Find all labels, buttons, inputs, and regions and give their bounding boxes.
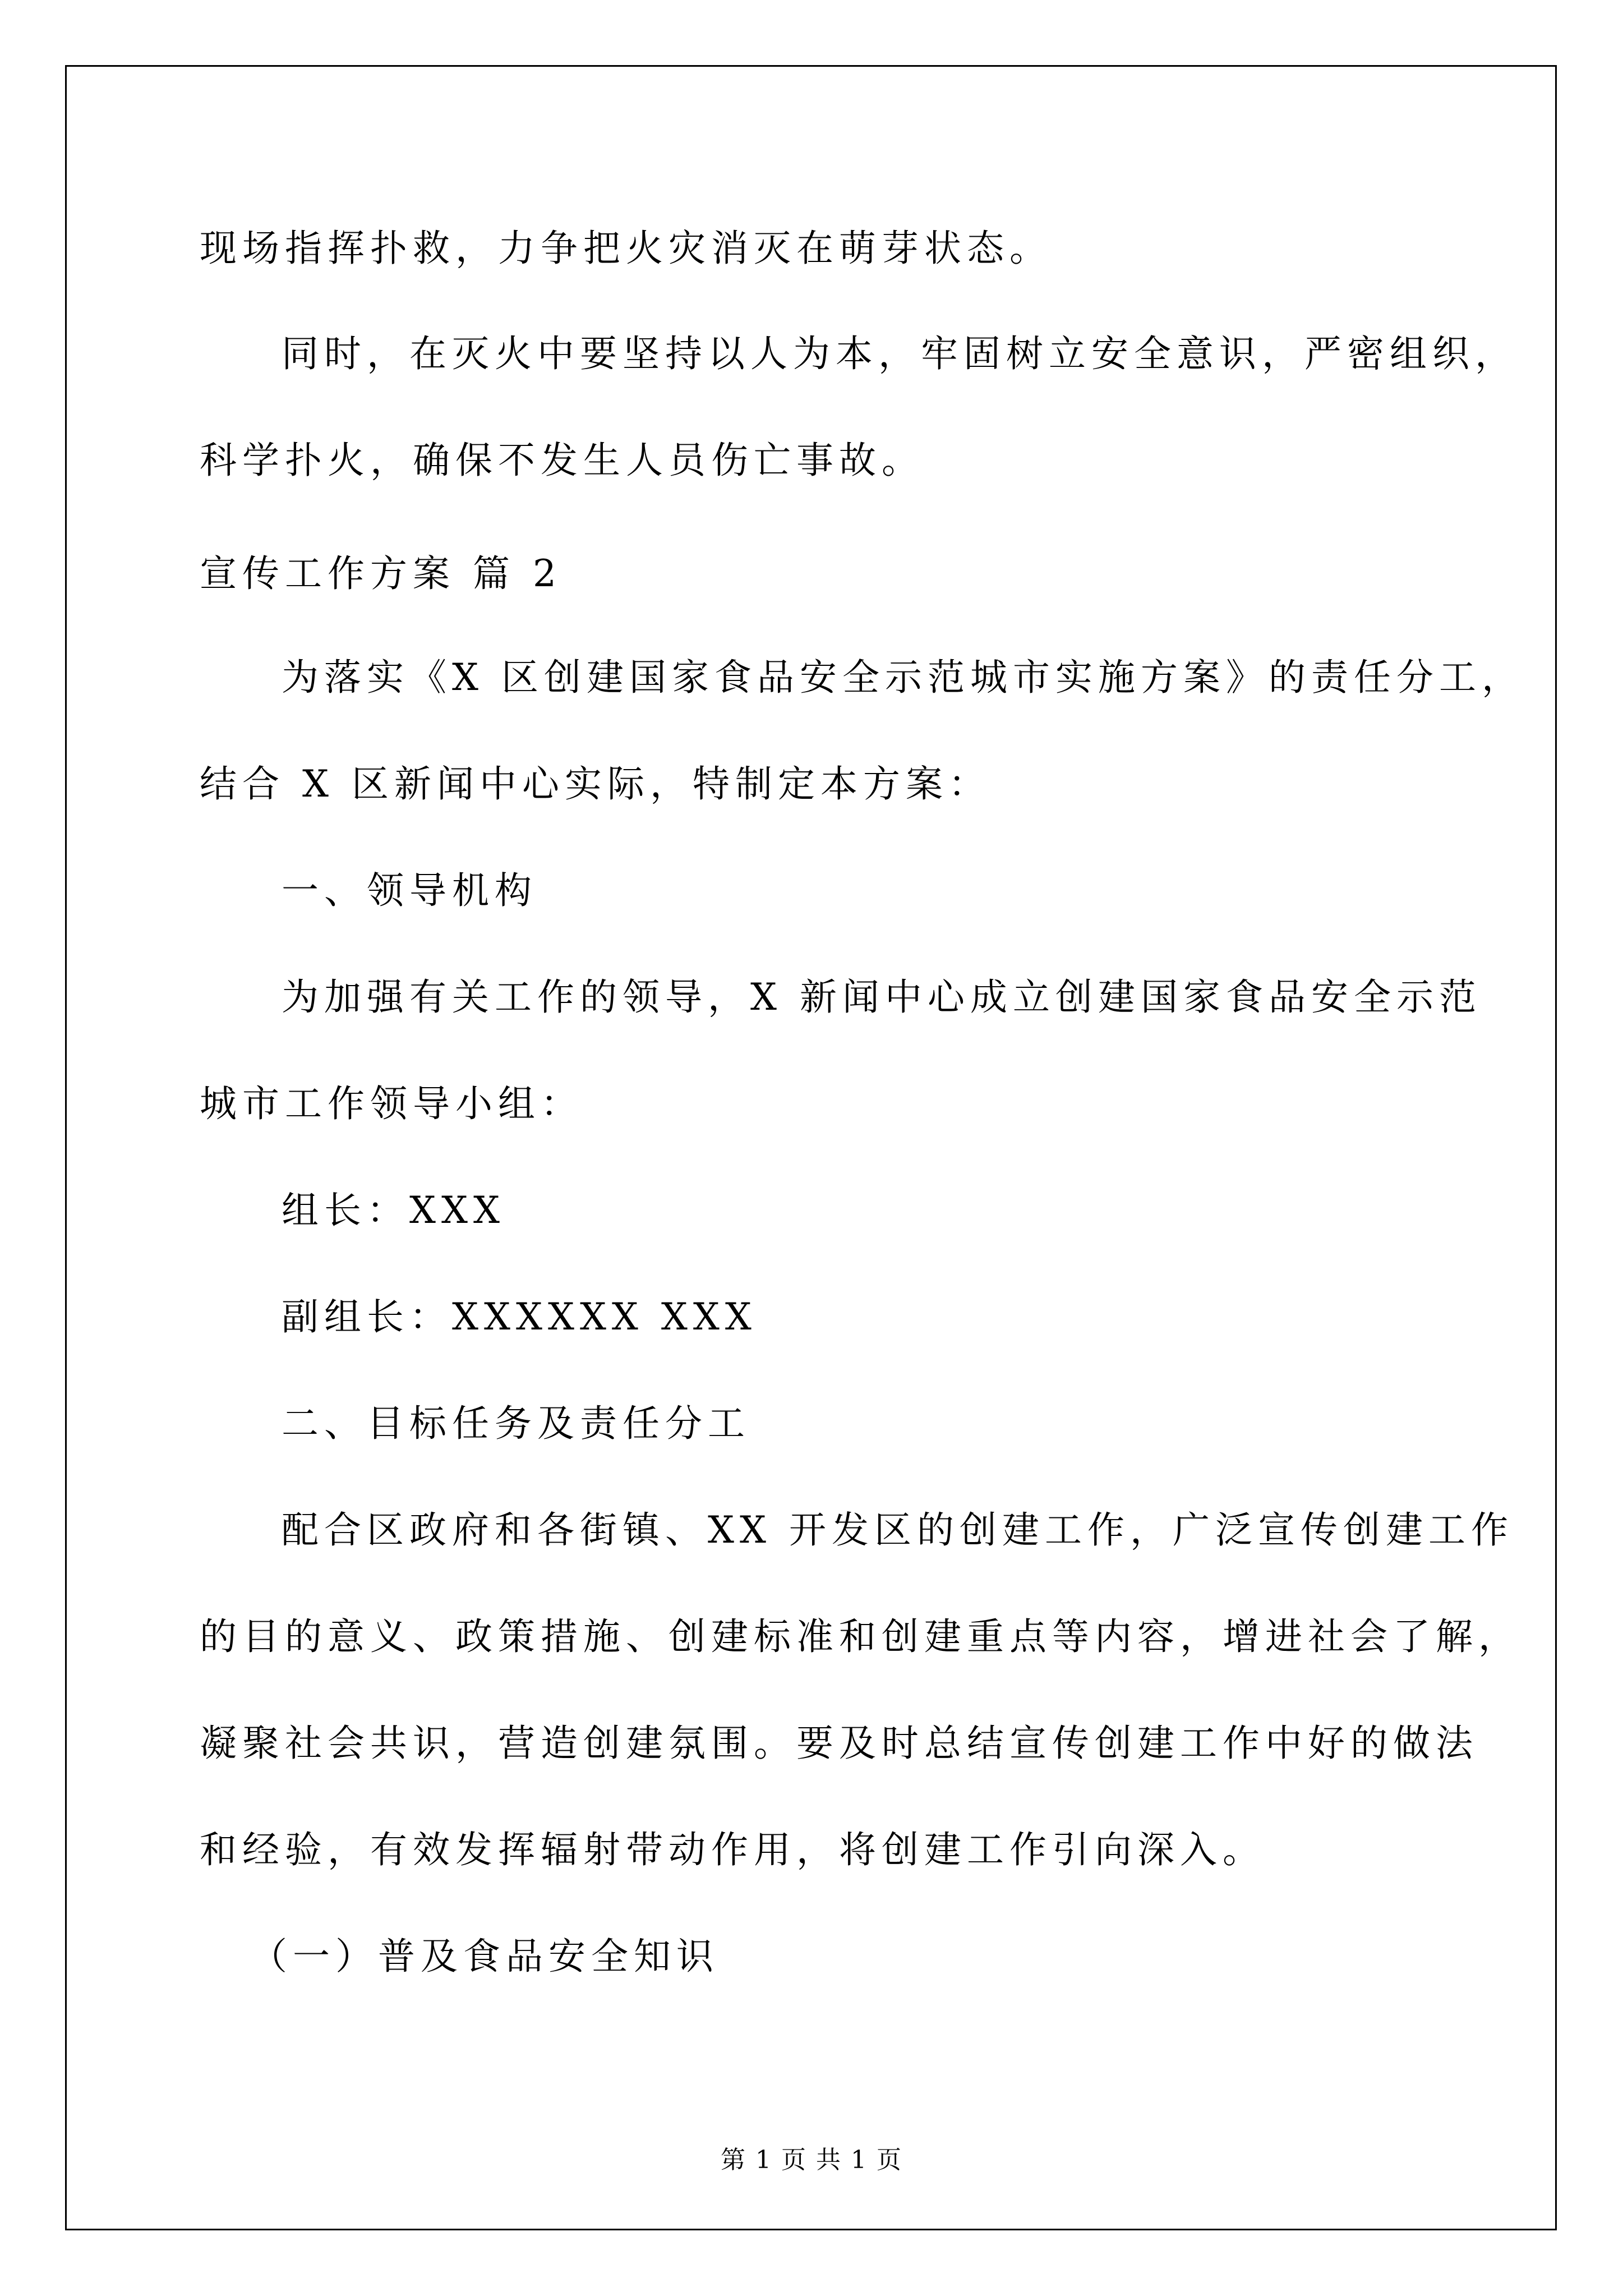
page-footer: 第 1 页 共 1 页 [721,2146,902,2174]
text-line: 为落实《X 区创建国家食品安全示范城市实施方案》的责任分工， [282,656,1524,699]
text-line: 的目的意义、政策措施、创建标准和创建重点等内容，增进社会了解， [200,1615,1521,1658]
section-heading: 宣传工作方案 篇 2 [200,552,562,595]
text-line: 结合 X 区新闻中心实际，特制定本方案： [200,762,991,806]
text-line: 组长：XXX [282,1189,505,1232]
text-line: 凝聚社会共识，营造创建氛围。要及时总结宣传创建工作中好的做法 [200,1722,1478,1765]
text-line: 同时，在灭火中要坚持以人为本，牢固树立安全意识，严密组织， [282,332,1518,375]
text-line: 现场指挥扑救，力争把火灾消灭在萌芽状态。 [200,227,1052,270]
text-line: 城市工作领导小组： [200,1082,583,1125]
text-line: 为加强有关工作的领导，X 新闻中心成立创建国家食品安全示范 [282,976,1482,1019]
subheading: 二、目标任务及责任分工 [282,1402,750,1445]
page-border [65,65,1557,2230]
text-line: 和经验，有效发挥辐射带动作用，将创建工作引向深入。 [200,1828,1265,1871]
text-line: 配合区政府和各街镇、XX 开发区的创建工作，广泛宣传创建工作 [282,1508,1514,1552]
text-line: 科学扑火，确保不发生人员伤亡事故。 [200,439,924,482]
text-line: 副组长：XXXXXX XXX [282,1295,757,1338]
subheading: 一、领导机构 [282,869,537,912]
subheading: （一）普及食品安全知识 [250,1935,719,1978]
